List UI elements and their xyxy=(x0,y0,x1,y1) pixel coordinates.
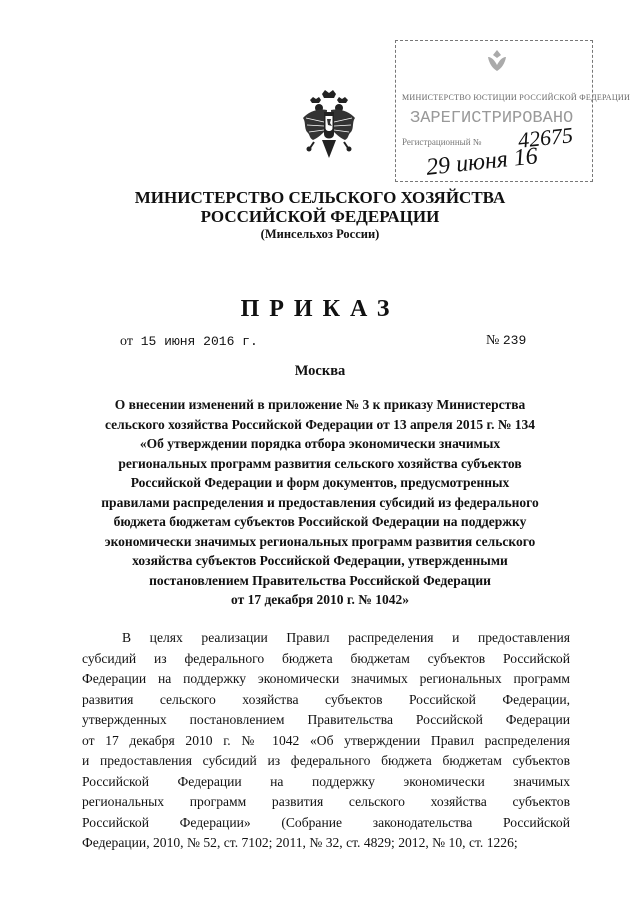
body-line: Федерации на поддержку экономически значимых региональных программ xyxy=(82,671,570,686)
title-line: экономически значимых региональных программ развития сельского xyxy=(104,533,536,549)
body-line: региональных программ развития сельского хозяйства субъектов xyxy=(82,794,570,809)
title-line: О внесении изменений в приложение № 3 к приказу Министерства xyxy=(114,397,526,412)
title-line: от 17 декабря 2010 г. № 1042» xyxy=(231,592,409,607)
title-line: «Об утверждении порядка отбора экономически значимых xyxy=(139,436,501,451)
number-prefix: № xyxy=(486,333,500,348)
stamp-reg-date: 29 июня 16 xyxy=(424,143,539,181)
document-title xyxy=(70,395,570,610)
stamp-registered-line: ЗАРЕГИСТРИРОВАНО xyxy=(410,109,574,128)
title-line: Российской Федерации и форм документов, предусмотренных xyxy=(130,475,510,490)
stamp-ministry-line: МИНИСТЕРСТВО ЮСТИЦИИ РОССИЙСКОЙ ФЕДЕРАЦИИ xyxy=(402,93,631,102)
body-line: и предоставления субсидий из федерального бюджета бюджетам субъектов xyxy=(82,753,570,768)
body-line: Российской Федерации» (Собрание законодательства Российской xyxy=(82,814,570,830)
document-city: Москва xyxy=(294,363,346,379)
title-line: сельского хозяйства Российской Федерации от 13 апреля 2015 г. № 134 xyxy=(104,416,536,432)
number-value: 239 xyxy=(502,333,527,348)
seal-emblem-icon xyxy=(482,47,512,77)
body-line: Федерации, 2010, № 52, ст. 7102; 2011, № 32, ст. 4829; 2012, № 10, ст. 1226; xyxy=(82,835,518,850)
title-line: бюджета бюджетам субъектов Российской Федерации на поддержку xyxy=(113,514,527,529)
document-number xyxy=(486,333,526,349)
ministry-name-line2: РОССИЙСКОЙ ФЕДЕРАЦИИ xyxy=(200,207,440,226)
body-line: субсидий из федерального бюджета бюджетам субъектов Российской xyxy=(82,650,570,666)
document-type: ПРИКАЗ xyxy=(240,296,400,322)
document-body xyxy=(82,628,570,854)
title-line: региональных программ развития сельского хозяйства субъектов xyxy=(118,455,522,471)
body-line: В целях реализации Правил распределения и предоставления xyxy=(122,630,570,645)
body-line: Российской Федерации на поддержку экономически значимых xyxy=(82,773,570,789)
registration-stamp xyxy=(395,40,631,182)
body-line: от 17 декабря 2010 г. № 1042 «Об утверждении Правил распределения xyxy=(82,732,570,748)
document-date xyxy=(120,334,258,350)
title-line: постановлением Правительства Российской Федерации xyxy=(149,572,491,588)
date-prefix: от xyxy=(120,334,133,349)
date-value: 15 июня 2016 г. xyxy=(140,334,258,349)
body-line: развития сельского хозяйства субъектов Российской Федерации, xyxy=(82,691,570,707)
coat-of-arms-emblem xyxy=(300,88,358,164)
stamp-reg-number: 42675 xyxy=(516,122,575,153)
ministry-name-line1: МИНИСТЕРСТВО СЕЛЬСКОГО ХОЗЯЙСТВА xyxy=(134,188,506,207)
title-line: правилами распределения и предоставления субсидий из федерального xyxy=(101,494,539,510)
ministry-short-name: (Минсельхоз России) xyxy=(260,227,380,241)
title-line: хозяйства субъектов Российской Федерации, утвержденными xyxy=(132,553,508,568)
stamp-reg-label: Регистрационный № xyxy=(402,137,482,147)
body-line: утвержденных постановлением Правительства Российской Федерации xyxy=(82,712,570,727)
